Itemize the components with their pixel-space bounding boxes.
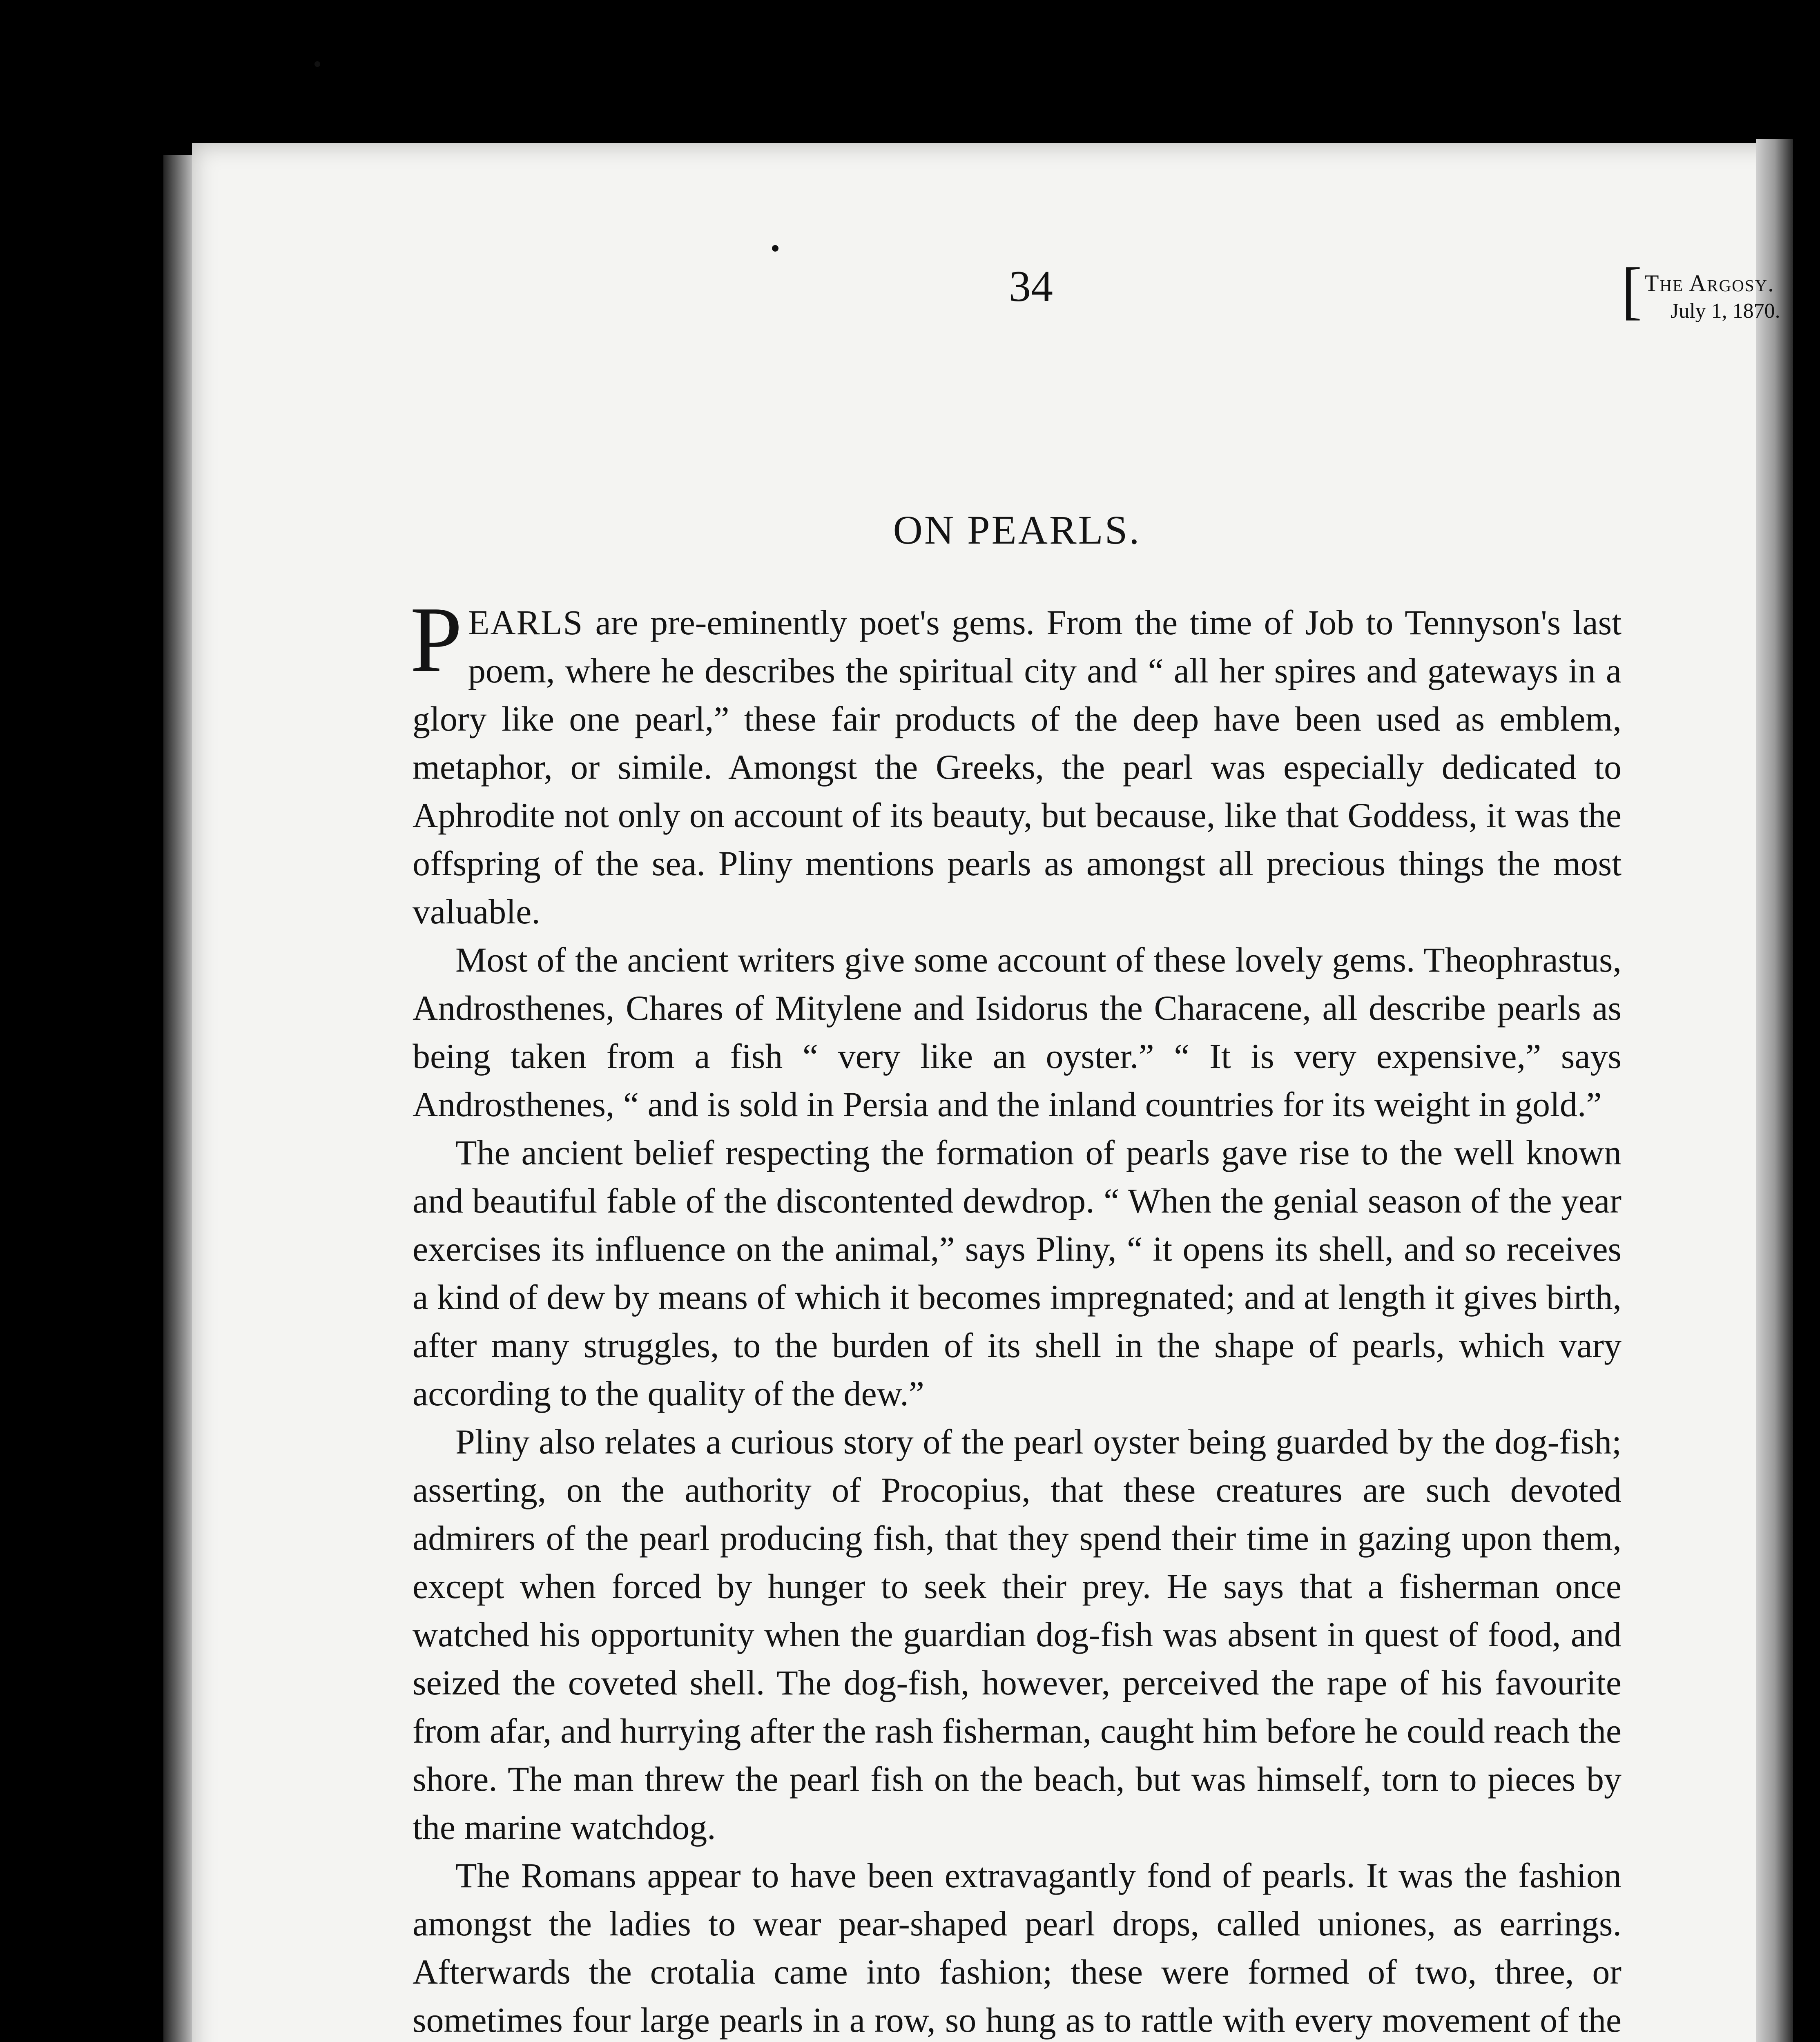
page-right-edge xyxy=(1756,139,1793,2042)
paragraph-1-text: are pre-eminently poet's gems. From the time of Job to Tennyson's last poem, where he describes the spiritual city and “ all her spires and gateways in a glory like one pearl,” these fair products of the deep have been used as emblem, metaphor, or simile. Amongst the Greeks, the pearl was especially dedicated to Aphrodite not only on account of its beauty, but because, like that Goddess, it was the offspring of the sea. Pliny mentions pearls as amongst all precious things the most valuable. xyxy=(413,603,1621,931)
journal-date: July 1, 1870. xyxy=(1671,299,1780,323)
page-number: 34 xyxy=(1009,262,1053,311)
ink-speck xyxy=(314,61,320,67)
paragraph-2: Most of the ancient writers give some account of these lovely gems. Theophrastus, Androsthenes, Chares of Mitylene and Isidorus the Characene, all describe pearls as being taken from a fish “ very like an oyster.” “ It is very expensive,” says Androsthenes, “ and is sold in Persia and the inland countries for its weight in gold.” xyxy=(413,940,1621,1124)
running-head xyxy=(192,254,1780,327)
article xyxy=(410,506,1621,2042)
paragraph-4: Pliny also relates a curious story of the pearl oyster being guarded by the dog-fish; asserting, on the authority of Procopius, that these creatures are such devoted admirers of the pearl producing fish, that they spend their time in gazing upon them, except when forced by hunger to seek their prey. He says that a fisherman once watched his opportunity when the guardian dog-fish was absent in quest of food, and seized the coveted shell. The dog-fish, however, perceived the rape of his favourite from afar, and hurrying after the rash fisherman, caught him before he could reach the shore. The man threw the pearl fish on the beach, but was himself, torn to pieces by the marine watchdog. xyxy=(413,1422,1621,1847)
page-left-edge xyxy=(163,155,196,2042)
first-word-rest: EARLS xyxy=(468,603,584,642)
paragraph-5: The Romans appear to have been extravagantly fond of pearls. It was the fashion amongst the ladies to wear pear-shaped pearl drops, called uniones, as earrings. Afterwards the crotalia came into fashion; these were formed of two, three, or sometimes four large pearls in a row, so hung as to rattle with every movement of the xyxy=(413,1856,1621,2040)
drop-cap: P xyxy=(410,587,462,691)
journal-name: The Argosy. xyxy=(1644,270,1775,296)
article-title: ON PEARLS. xyxy=(893,507,1141,553)
bracket-glyph: [ xyxy=(1621,254,1642,326)
ink-speck xyxy=(772,245,778,252)
paragraph-1 xyxy=(410,587,1621,936)
paragraph-3: The ancient belief respecting the formation of pearls gave rise to the well known and beautiful fable of the discontented dewdrop. “ When the genial season of the year exercises its influence on the animal,” says Pliny, “ it opens its shell, and so receives a kind of dew by means of which it becomes impregnated; and at length it gives birth, after many struggles, to the burden of its shell in the shape of pearls, which vary according to the quality of the dew.” xyxy=(413,1133,1621,1413)
